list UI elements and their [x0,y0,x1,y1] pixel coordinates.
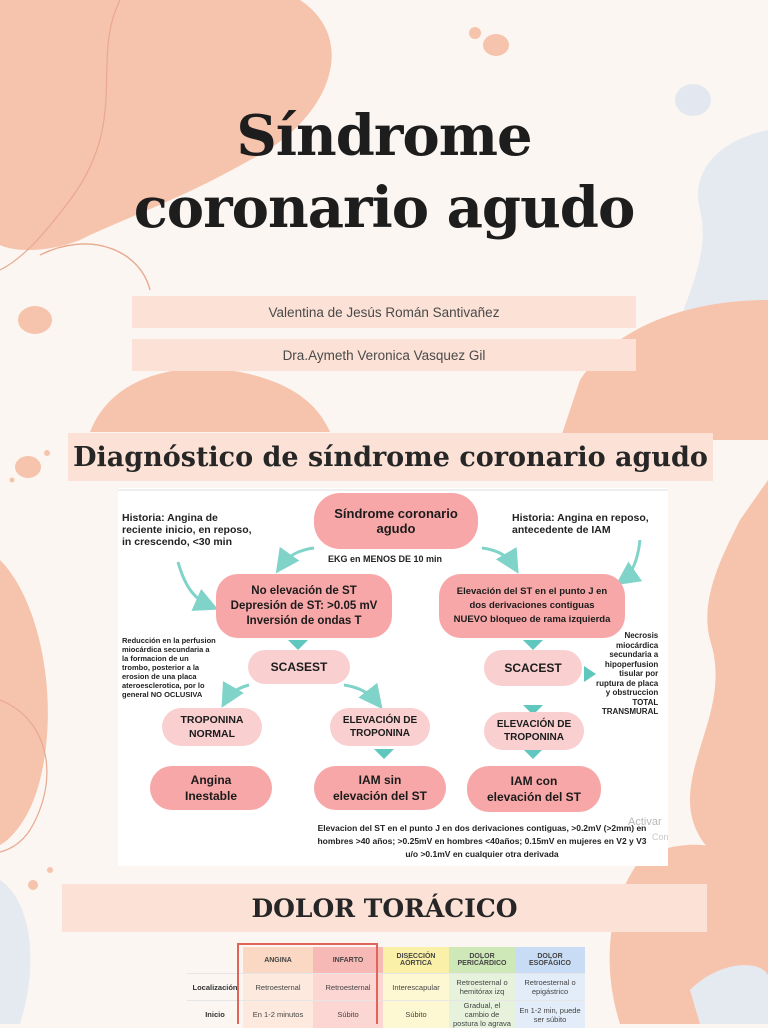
node-elevacion-troponina-right [484,712,584,750]
node-sindrome-coronario [314,493,478,549]
node-iam-sin-elevacion-label: IAM sin elevación del ST [333,772,427,804]
table-header-esofagico: DOLOR ESOFÁGICO [515,947,585,974]
node-sindrome-coronario-label: Síndrome coronario agudo [334,506,458,536]
table-header-diseccion: DISECCIÓN AÓRTICA [383,947,449,974]
table-header-blank [187,947,243,974]
left-history-note: Historia: Angina de reciente inicio, en reposo, in crescendo, <30 min [122,512,252,548]
activation-watermark-2: Con [652,832,669,842]
node-elevacion-troponina-right-label: ELEVACIÓN DE TROPONINA [497,718,571,744]
scacest-definition-note: Necrosis miocárdica secundaria a hipoperfusion tisular por ruptura de placa y obstruccion TOTAL TRANSMURAL [596,631,658,717]
node-iam-con-elevacion [467,766,601,812]
table-header-pericardico: DOLOR PERICÁRDICO [449,947,515,974]
table-cell: Gradual, el cambio de postura lo agrava [449,1001,515,1028]
row-label: Inicio [187,1001,243,1028]
table-header-infarto: INFARTO [313,947,383,974]
table-cell: Retroesternal [243,974,313,1001]
activation-watermark: Activar [628,816,662,828]
row-label: Localización [187,974,243,1001]
arrow-scasest-left [226,685,249,700]
dolor-toracico-heading: DOLOR TORÁCICO [62,884,707,932]
node-iam-sin-elevacion [314,766,446,810]
node-scacest [484,650,582,686]
table-cell: Retroesternal o epigástrico [515,974,585,1001]
title-line-2: coronario agudo [0,172,768,244]
arrow-scasest-right [344,685,377,702]
right-history-note: Historia: Angina en reposo, antecedente de IAM [512,512,649,536]
node-scacest-label: SCACEST [504,661,561,675]
diagnostico-diagram [118,488,668,866]
highlight-box [237,943,378,1024]
node-angina-inestable-label: Angina Inestable [185,772,237,804]
node-troponina-normal [162,708,262,746]
ekg-note: EKG en MENOS DE 10 min [328,554,442,564]
table-cell: Retroesternal [313,974,383,1001]
arrow-history-right [623,540,640,580]
node-no-elevacion-st [216,574,392,638]
node-elevacion-troponina-left [330,708,430,746]
table-cell: Súbito [383,1001,449,1028]
st-elevation-criteria-note: Elevacion del ST en el punto J en dos derivaciones contiguas, >0.2mV (>2mm) en hombres >40 años; >0.25mV en hombres <40años; 0.15mV en mujeres en V2 y V3 u/o >0.1mV en cualquier otra derivada [296,822,668,861]
advisor-name: Dra.Aymeth Veronica Vasquez Gil [132,339,636,371]
arrow-root-right [482,548,514,566]
diagnostico-heading: Diagnóstico de síndrome coronario agudo [68,433,713,481]
arrow-root-left [281,548,314,566]
title-line-1: Síndrome [0,100,768,172]
node-elevacion-st [439,574,625,638]
table-cell: En 1-2 min, puede ser súbito [515,1001,585,1028]
node-scasest-label: SCASEST [271,660,328,674]
node-angina-inestable [150,766,272,810]
arrow-history-left [178,562,210,606]
node-iam-con-elevacion-label: IAM con elevación del ST [487,773,581,805]
table-cell: Interescapular [383,974,449,1001]
page-title [0,100,768,244]
node-no-elevacion-st-label: No elevación de ST Depresión de ST: >0.05 mV Inversión de ondas T [231,584,378,629]
table-cell: En 1-2 minutos [243,1001,313,1028]
scasest-definition-note: Reducción en la perfusion miocárdica secundaria a la formacion de un trombo, posterior a la erosion de una placa ateroesclerotica, por lo general NO OCLUSIVA [122,636,216,699]
table-cell: Retroesternal o hemitórax izq [449,974,515,1001]
node-troponina-normal-label: TROPONINA NORMAL [181,713,244,741]
node-scasest [248,650,350,684]
node-elevacion-troponina-left-label: ELEVACIÓN DE TROPONINA [343,714,417,740]
author-name: Valentina de Jesús Román Santivañez [132,296,636,328]
node-elevacion-st-label: Elevación del ST en el punto J en dos derivaciones contiguas NUEVO bloqueo de rama izquierda [454,585,611,627]
table-header-angina: ANGINA [243,947,313,974]
table-cell: Súbito [313,1001,383,1028]
